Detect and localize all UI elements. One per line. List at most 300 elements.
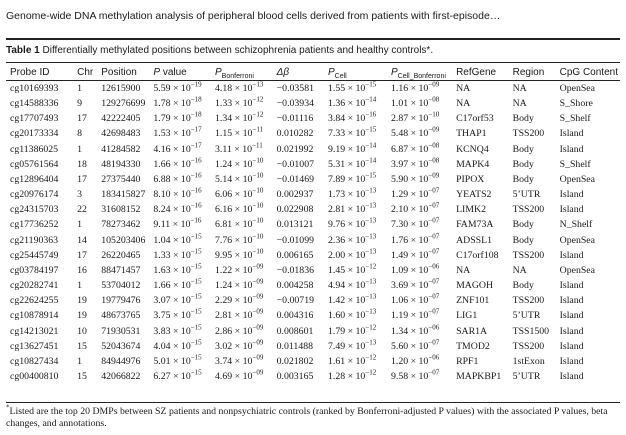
p-bonferroni-cell-mantissa: 3.02 × 10 xyxy=(215,340,253,352)
refgene-cell: THAP1 xyxy=(456,128,487,140)
col-pc-italic: P xyxy=(327,67,335,78)
table-row xyxy=(8,96,620,111)
probe-id-cell: cg10878914 xyxy=(10,310,59,322)
p-cell-cell-mantissa: 7.33 × 10 xyxy=(327,128,366,140)
p-cell-bonferroni-cell-exponent: −09 xyxy=(428,171,440,180)
p-cell-cell-mantissa: 1.36 × 10 xyxy=(327,98,366,110)
p-cell-cell xyxy=(326,96,389,111)
cpg-content-cell: Island xyxy=(559,340,584,352)
p-value-cell-exponent: −15 xyxy=(190,323,202,332)
cpg-content-cell: Island xyxy=(559,280,584,292)
p-cell-bonferroni-cell-mantissa: 2.10 × 10 xyxy=(390,204,429,216)
p-cell-bonferroni-cell-mantissa: 1.19 × 10 xyxy=(390,310,429,322)
col-pc-sub: Cell xyxy=(334,73,347,80)
refgene-cell: KCNQ4 xyxy=(456,143,489,155)
probe-id-cell: cg13627451 xyxy=(10,340,59,352)
p-cell-cell-mantissa: 5.31 × 10 xyxy=(327,158,366,170)
p-cell-bonferroni-cell-exponent: −06 xyxy=(428,353,440,362)
probe-id-cell: cg20976174 xyxy=(10,189,59,201)
p-cell-cell xyxy=(326,202,389,217)
table-row xyxy=(8,248,620,263)
region-cell: TSS200 xyxy=(512,128,545,140)
p-value-cell-exponent: −15 xyxy=(190,368,202,377)
col-probe-id: Probe ID xyxy=(10,67,50,78)
refgene-cell: C17orf53 xyxy=(456,113,494,125)
p-value-cell-mantissa: 1.33 × 10 xyxy=(153,249,191,261)
region-cell: Body xyxy=(512,143,534,155)
p-bonferroni-cell xyxy=(213,111,275,126)
cpg-content-cell: Island xyxy=(559,355,584,367)
p-cell-cell-mantissa: 9.76 × 10 xyxy=(327,219,366,231)
p-bonferroni-cell-exponent: −10 xyxy=(252,201,264,210)
table-row xyxy=(8,202,620,217)
p-cell-bonferroni-cell-mantissa: 1.49 × 10 xyxy=(390,249,429,261)
cpg-content-cell: N_Shelf xyxy=(559,219,593,231)
p-cell-bonferroni-cell xyxy=(389,339,454,354)
delta-beta-cell: −0.01116 xyxy=(276,113,314,125)
p-bonferroni-cell-mantissa: 1.22 × 10 xyxy=(215,264,253,276)
chr-cell: 16 xyxy=(77,264,87,276)
p-cell-bonferroni-cell-exponent: −07 xyxy=(428,247,440,256)
footnote-mark: * xyxy=(6,403,10,412)
probe-id-cell: cg11386025 xyxy=(10,143,59,155)
cpg-content-cell: Island xyxy=(559,370,584,382)
chr-cell: 17 xyxy=(77,113,87,125)
p-value-cell xyxy=(151,126,213,141)
cpg-content-cell: OpenSea xyxy=(559,173,595,185)
p-value-cell-mantissa: 3.75 × 10 xyxy=(153,310,191,322)
position-cell: 53704012 xyxy=(101,280,141,292)
p-cell-cell-exponent: −15 xyxy=(365,126,377,135)
p-cell-bonferroni-cell-exponent: −09 xyxy=(428,126,440,135)
p-value-cell-mantissa: 1.63 × 10 xyxy=(153,264,191,276)
p-cell-bonferroni-cell xyxy=(389,217,454,232)
probe-id-cell: cg10827434 xyxy=(10,355,59,367)
chr-cell: 14 xyxy=(77,234,87,246)
p-bonferroni-cell-mantissa: 5.14 × 10 xyxy=(215,173,253,185)
p-value-cell-mantissa: 5.59 × 10 xyxy=(153,83,191,94)
p-cell-cell xyxy=(326,233,389,248)
p-bonferroni-cell-exponent: −11 xyxy=(252,126,264,135)
p-cell-bonferroni-cell xyxy=(389,369,454,384)
p-cell-cell-mantissa: 1.73 × 10 xyxy=(327,189,366,201)
p-cell-bonferroni-cell-exponent: −07 xyxy=(428,217,440,226)
position-cell: 183415827 xyxy=(101,189,146,201)
position-cell: 42066822 xyxy=(101,370,141,382)
p-bonferroni-cell-exponent: −12 xyxy=(252,111,264,120)
p-cell-cell-exponent: −16 xyxy=(365,111,377,120)
table-row xyxy=(8,339,620,354)
p-bonferroni-cell xyxy=(213,187,275,202)
chr-cell: 22 xyxy=(77,204,87,216)
refgene-cell: FAM73A xyxy=(456,219,494,231)
p-bonferroni-cell xyxy=(213,126,275,141)
region-cell: TSS200 xyxy=(512,249,545,261)
p-bonferroni-cell-mantissa: 6.16 × 10 xyxy=(215,204,253,216)
table-row xyxy=(8,81,620,96)
probe-id-cell: cg12896404 xyxy=(10,173,59,185)
cpg-content-cell: Island xyxy=(559,128,584,140)
p-cell-cell-exponent: −13 xyxy=(365,201,377,210)
cpg-content-cell: S_Shelf xyxy=(559,113,591,125)
p-cell-bonferroni-cell xyxy=(389,324,454,339)
chr-cell: 15 xyxy=(77,340,87,352)
refgene-cell: LIG1 xyxy=(456,310,478,322)
table-row xyxy=(8,278,620,293)
p-cell-cell xyxy=(326,293,389,308)
p-cell-cell-mantissa: 1.79 × 10 xyxy=(327,325,366,337)
chr-cell: 1 xyxy=(77,143,83,155)
table-row xyxy=(8,111,620,126)
p-cell-bonferroni-cell xyxy=(389,172,454,187)
p-bonferroni-cell-exponent: −09 xyxy=(252,323,264,332)
col-pb-italic: P xyxy=(215,67,222,78)
p-cell-cell xyxy=(326,263,389,278)
col-p-value xyxy=(151,64,213,81)
p-value-cell-exponent: −18 xyxy=(190,111,202,120)
p-cell-cell-exponent: −14 xyxy=(365,156,377,165)
p-cell-cell xyxy=(326,126,389,141)
p-cell-cell-mantissa: 1.61 × 10 xyxy=(327,355,366,367)
position-cell: 12615900 xyxy=(101,83,141,94)
probe-id-cell: cg17736252 xyxy=(10,219,59,231)
p-bonferroni-cell-exponent: −09 xyxy=(252,292,264,301)
p-cell-cell xyxy=(326,187,389,202)
p-value-cell-exponent: −15 xyxy=(190,232,202,241)
refgene-cell: LIMK2 xyxy=(456,204,486,216)
delta-beta-cell: −0.01007 xyxy=(276,158,315,170)
p-bonferroni-cell xyxy=(213,324,275,339)
table-header-row xyxy=(8,64,620,81)
p-cell-cell xyxy=(326,217,389,232)
cpg-content-cell: Island xyxy=(559,295,584,307)
p-cell-cell xyxy=(326,308,389,323)
p-bonferroni-cell xyxy=(213,248,275,263)
p-value-cell xyxy=(151,172,213,187)
p-bonferroni-cell xyxy=(213,202,275,217)
p-bonferroni-cell-mantissa: 2.29 × 10 xyxy=(215,295,253,307)
p-bonferroni-cell xyxy=(213,233,275,248)
p-bonferroni-cell xyxy=(213,263,275,278)
p-cell-bonferroni-cell-mantissa: 5.90 × 10 xyxy=(390,173,429,185)
p-bonferroni-cell-exponent: −10 xyxy=(252,232,264,241)
p-bonferroni-cell xyxy=(213,308,275,323)
delta-beta-cell: 0.006165 xyxy=(276,249,314,261)
chr-cell: 3 xyxy=(77,189,83,201)
p-cell-cell-exponent: −15 xyxy=(365,171,377,180)
p-cell-bonferroni-cell-exponent: −07 xyxy=(428,338,440,347)
p-cell-cell-mantissa: 1.28 × 10 xyxy=(327,370,366,382)
p-cell-cell-mantissa: 4.94 × 10 xyxy=(327,280,366,292)
chr-cell: 19 xyxy=(77,310,87,322)
p-value-cell-exponent: −15 xyxy=(190,247,202,256)
cpg-content-cell: Island xyxy=(559,143,584,155)
p-value-cell-exponent: −15 xyxy=(190,262,202,271)
probe-id-cell: cg21190363 xyxy=(10,234,59,246)
p-cell-cell xyxy=(326,157,389,172)
cpg-content-cell: OpenSea xyxy=(559,234,595,246)
p-cell-cell-exponent: −12 xyxy=(365,368,377,377)
p-cell-bonferroni-cell-exponent: −07 xyxy=(428,186,440,195)
p-cell-bonferroni-cell-mantissa: 7.30 × 10 xyxy=(390,219,429,231)
chr-cell: 1 xyxy=(77,219,83,231)
position-cell: 48673765 xyxy=(101,310,141,322)
refgene-cell: NA xyxy=(456,98,471,110)
p-bonferroni-cell-mantissa: 3.11 × 10 xyxy=(215,143,253,155)
p-cell-cell-exponent: −13 xyxy=(365,232,377,241)
cpg-content-cell: OpenSea xyxy=(559,264,595,276)
p-cell-bonferroni-cell-exponent: −09 xyxy=(428,80,440,89)
delta-beta-cell: 0.021992 xyxy=(276,143,314,155)
p-cell-cell-mantissa: 1.55 × 10 xyxy=(327,83,366,94)
p-value-cell-exponent: −15 xyxy=(190,353,202,362)
footnote-text: Listed are the top 20 DMPs between SZ patients and nonpsychiatric controls (ranked by Bonferroni-adjusted P values) with the associated P values, beta changes, and annotations. xyxy=(6,406,608,429)
refgene-cell: PIPOX xyxy=(456,173,485,185)
p-value-cell-exponent: −16 xyxy=(190,186,202,195)
p-cell-cell-mantissa: 1.45 × 10 xyxy=(327,264,366,276)
p-cell-bonferroni-cell xyxy=(389,81,454,96)
p-value-cell-exponent: −18 xyxy=(190,95,202,104)
p-bonferroni-cell-exponent: −10 xyxy=(252,186,264,195)
p-cell-cell-mantissa: 9.19 × 10 xyxy=(327,143,366,155)
col-p-bonferroni xyxy=(213,64,275,81)
p-bonferroni-cell-mantissa: 1.34 × 10 xyxy=(215,113,253,125)
region-cell: Body xyxy=(512,113,534,125)
p-cell-bonferroni-cell-mantissa: 1.76 × 10 xyxy=(390,234,429,246)
p-value-cell-mantissa: 8.10 × 10 xyxy=(153,189,191,201)
p-value-cell-mantissa: 1.66 × 10 xyxy=(153,158,191,170)
p-value-cell xyxy=(151,263,213,278)
cpg-content-cell: Island xyxy=(559,249,584,261)
p-cell-cell-exponent: −15 xyxy=(365,80,377,89)
delta-beta-cell: 0.013121 xyxy=(276,219,314,231)
p-value-cell-exponent: −17 xyxy=(190,141,202,150)
probe-id-cell: cg17707493 xyxy=(10,113,59,125)
p-bonferroni-cell-mantissa: 1.15 × 10 xyxy=(215,128,253,140)
region-cell: TSS1500 xyxy=(512,325,550,337)
position-cell: 42698483 xyxy=(101,128,141,140)
table-top-rule xyxy=(6,62,620,63)
p-cell-bonferroni-cell-exponent: −07 xyxy=(428,201,440,210)
p-value-cell xyxy=(151,233,213,248)
position-cell: 129276699 xyxy=(101,98,146,110)
position-cell: 27375440 xyxy=(101,173,141,185)
p-value-cell-mantissa: 1.79 × 10 xyxy=(153,113,191,125)
delta-beta-cell: 0.004316 xyxy=(276,310,314,322)
region-cell: 5’UTR xyxy=(512,310,541,322)
refgene-cell: NA xyxy=(456,83,471,94)
position-cell: 52043674 xyxy=(101,340,141,352)
cpg-content-cell: S_Shore xyxy=(559,98,593,110)
delta-beta-cell: 0.011488 xyxy=(276,340,314,352)
delta-beta-cell: −0.00719 xyxy=(276,295,315,307)
cpg-content-cell: Island xyxy=(559,325,584,337)
header-rule xyxy=(6,38,620,40)
p-value-cell-mantissa: 5.01 × 10 xyxy=(153,355,191,367)
table-caption xyxy=(6,45,433,56)
probe-id-cell: cg22624255 xyxy=(10,295,59,307)
p-bonferroni-cell-exponent: −09 xyxy=(252,353,264,362)
delta-beta-cell: 0.008601 xyxy=(276,325,314,337)
p-value-cell xyxy=(151,278,213,293)
refgene-cell: RPF1 xyxy=(456,355,479,367)
p-bonferroni-cell-mantissa: 4.69 × 10 xyxy=(215,370,253,382)
col-position: Position xyxy=(101,67,137,78)
p-cell-cell xyxy=(326,354,389,369)
p-cell-bonferroni-cell-exponent: −07 xyxy=(428,292,440,301)
p-cell-cell-exponent: −13 xyxy=(365,338,377,347)
p-cell-cell-exponent: −12 xyxy=(365,323,377,332)
p-bonferroni-cell-exponent: −10 xyxy=(252,156,264,165)
delta-beta-cell: −0.01469 xyxy=(276,173,315,185)
col-delta-beta xyxy=(275,64,326,81)
table-row xyxy=(8,354,620,369)
p-cell-cell-exponent: −12 xyxy=(365,262,377,271)
p-bonferroni-cell xyxy=(213,157,275,172)
p-cell-cell xyxy=(326,339,389,354)
p-bonferroni-cell xyxy=(213,369,275,384)
p-cell-bonferroni-cell xyxy=(389,111,454,126)
position-cell: 41284582 xyxy=(101,143,141,155)
probe-id-cell: cg03784197 xyxy=(10,264,59,276)
p-value-cell-mantissa: 8.24 × 10 xyxy=(153,204,191,216)
region-cell: Body xyxy=(512,219,534,231)
p-bonferroni-cell-mantissa: 1.33 × 10 xyxy=(215,98,253,110)
region-cell: NA xyxy=(512,264,527,276)
table-row xyxy=(8,308,620,323)
p-cell-cell-mantissa: 7.49 × 10 xyxy=(327,340,366,352)
p-bonferroni-cell-mantissa: 1.24 × 10 xyxy=(215,158,253,170)
col-db-italic: Δβ xyxy=(276,67,290,78)
p-bonferroni-cell xyxy=(213,172,275,187)
chr-cell: 10 xyxy=(77,325,87,337)
p-bonferroni-cell-exponent: −09 xyxy=(252,338,264,347)
p-cell-bonferroni-cell-mantissa: 1.09 × 10 xyxy=(390,264,429,276)
p-cell-bonferroni-cell-mantissa: 2.87 × 10 xyxy=(390,113,429,125)
p-cell-bonferroni-cell-exponent: −06 xyxy=(428,262,440,271)
p-bonferroni-cell-mantissa: 2.86 × 10 xyxy=(215,325,253,337)
p-bonferroni-cell-exponent: −10 xyxy=(252,171,264,180)
p-value-cell-mantissa: 4.04 × 10 xyxy=(153,340,191,352)
p-cell-bonferroni-cell xyxy=(389,96,454,111)
p-value-cell xyxy=(151,142,213,157)
region-cell: TSS200 xyxy=(512,295,545,307)
probe-id-cell: cg24315703 xyxy=(10,204,59,216)
refgene-cell: ZNF101 xyxy=(456,295,490,307)
col-pcb-sub: Cell_Bonferroni xyxy=(397,73,446,80)
p-value-cell-mantissa: 1.04 × 10 xyxy=(153,234,191,246)
refgene-cell: MAPK4 xyxy=(456,158,490,170)
region-cell: Body xyxy=(512,234,534,246)
p-bonferroni-cell-exponent: −09 xyxy=(252,368,264,377)
p-cell-cell xyxy=(326,278,389,293)
p-bonferroni-cell-exponent: −10 xyxy=(252,247,264,256)
p-value-cell-exponent: −17 xyxy=(190,126,202,135)
p-cell-bonferroni-cell-mantissa: 1.01 × 10 xyxy=(390,98,429,110)
table-row xyxy=(8,126,620,141)
p-cell-bonferroni-cell xyxy=(389,233,454,248)
position-cell: 42222405 xyxy=(101,113,141,125)
chr-cell: 17 xyxy=(77,173,87,185)
p-cell-bonferroni-cell-exponent: −06 xyxy=(428,323,440,332)
p-cell-cell-exponent: −14 xyxy=(365,141,377,150)
p-value-cell xyxy=(151,157,213,172)
p-cell-cell-exponent: −14 xyxy=(365,95,377,104)
table-bottom-rule xyxy=(6,402,620,403)
p-cell-cell-mantissa: 1.42 × 10 xyxy=(327,295,366,307)
probe-id-cell: cg14213021 xyxy=(10,325,59,337)
refgene-cell: MAGOH xyxy=(456,280,494,292)
p-cell-bonferroni-cell xyxy=(389,142,454,157)
p-bonferroni-cell-mantissa: 6.81 × 10 xyxy=(215,219,253,231)
refgene-cell: NA xyxy=(456,264,471,276)
p-cell-bonferroni-cell-exponent: −08 xyxy=(428,156,440,165)
p-cell-bonferroni-cell-exponent: −08 xyxy=(428,141,440,150)
refgene-cell: C17orf108 xyxy=(456,249,499,261)
position-cell: 88471457 xyxy=(101,264,141,276)
position-cell: 105203406 xyxy=(101,234,146,246)
cpg-content-cell: Island xyxy=(559,204,584,216)
p-bonferroni-cell-exponent: −10 xyxy=(252,217,264,226)
p-cell-bonferroni-cell xyxy=(389,126,454,141)
position-cell: 84944976 xyxy=(101,355,141,367)
delta-beta-cell: −0.01836 xyxy=(276,264,315,276)
p-value-cell-exponent: −15 xyxy=(190,277,202,286)
p-cell-bonferroni-cell xyxy=(389,308,454,323)
chr-cell: 19 xyxy=(77,295,87,307)
cpg-content-cell: Island xyxy=(559,310,584,322)
p-value-cell-mantissa: 6.27 × 10 xyxy=(153,370,191,382)
refgene-cell: SAR1A xyxy=(456,325,488,337)
p-bonferroni-cell-exponent: −09 xyxy=(252,262,264,271)
p-value-cell-mantissa: 3.07 × 10 xyxy=(153,295,191,307)
delta-beta-cell: 0.010282 xyxy=(276,128,314,140)
p-cell-bonferroni-cell-exponent: −10 xyxy=(428,111,440,120)
table-caption-label: Table 1 xyxy=(6,45,40,56)
refgene-cell: ADSSL1 xyxy=(456,234,492,246)
p-bonferroni-cell-exponent: −12 xyxy=(252,95,264,104)
p-value-cell-exponent: −15 xyxy=(190,338,202,347)
p-bonferroni-cell-mantissa: 9.95 × 10 xyxy=(215,249,253,261)
delta-beta-cell: 0.004258 xyxy=(276,280,314,292)
position-cell: 31608152 xyxy=(101,204,141,216)
p-cell-cell-mantissa: 2.81 × 10 xyxy=(327,204,366,216)
col-p-cell xyxy=(326,64,389,81)
col-refgene: RefGene xyxy=(456,67,497,78)
refgene-cell: YEATS2 xyxy=(456,189,492,201)
probe-id-cell: cg20173334 xyxy=(10,128,59,140)
p-cell-cell xyxy=(326,81,389,96)
region-cell: 5’UTR xyxy=(512,370,541,382)
p-cell-cell-exponent: −13 xyxy=(365,308,377,317)
p-value-cell-mantissa: 1.66 × 10 xyxy=(153,280,191,292)
table-row xyxy=(8,263,620,278)
col-pcb-italic: P xyxy=(390,67,398,78)
p-bonferroni-cell xyxy=(213,81,275,96)
p-value-cell xyxy=(151,111,213,126)
table-row xyxy=(8,233,620,248)
p-value-cell-exponent: −16 xyxy=(190,201,202,210)
p-bonferroni-cell-exponent: −09 xyxy=(252,277,264,286)
col-p-cell-bonferroni xyxy=(389,64,454,81)
p-value-cell xyxy=(151,248,213,263)
p-value-cell-exponent: −16 xyxy=(190,217,202,226)
col-chr: Chr xyxy=(77,67,94,78)
p-cell-cell-exponent: −12 xyxy=(365,353,377,362)
region-cell: Body xyxy=(512,280,534,292)
p-bonferroni-cell xyxy=(213,278,275,293)
p-value-cell-mantissa: 4.16 × 10 xyxy=(153,143,191,155)
